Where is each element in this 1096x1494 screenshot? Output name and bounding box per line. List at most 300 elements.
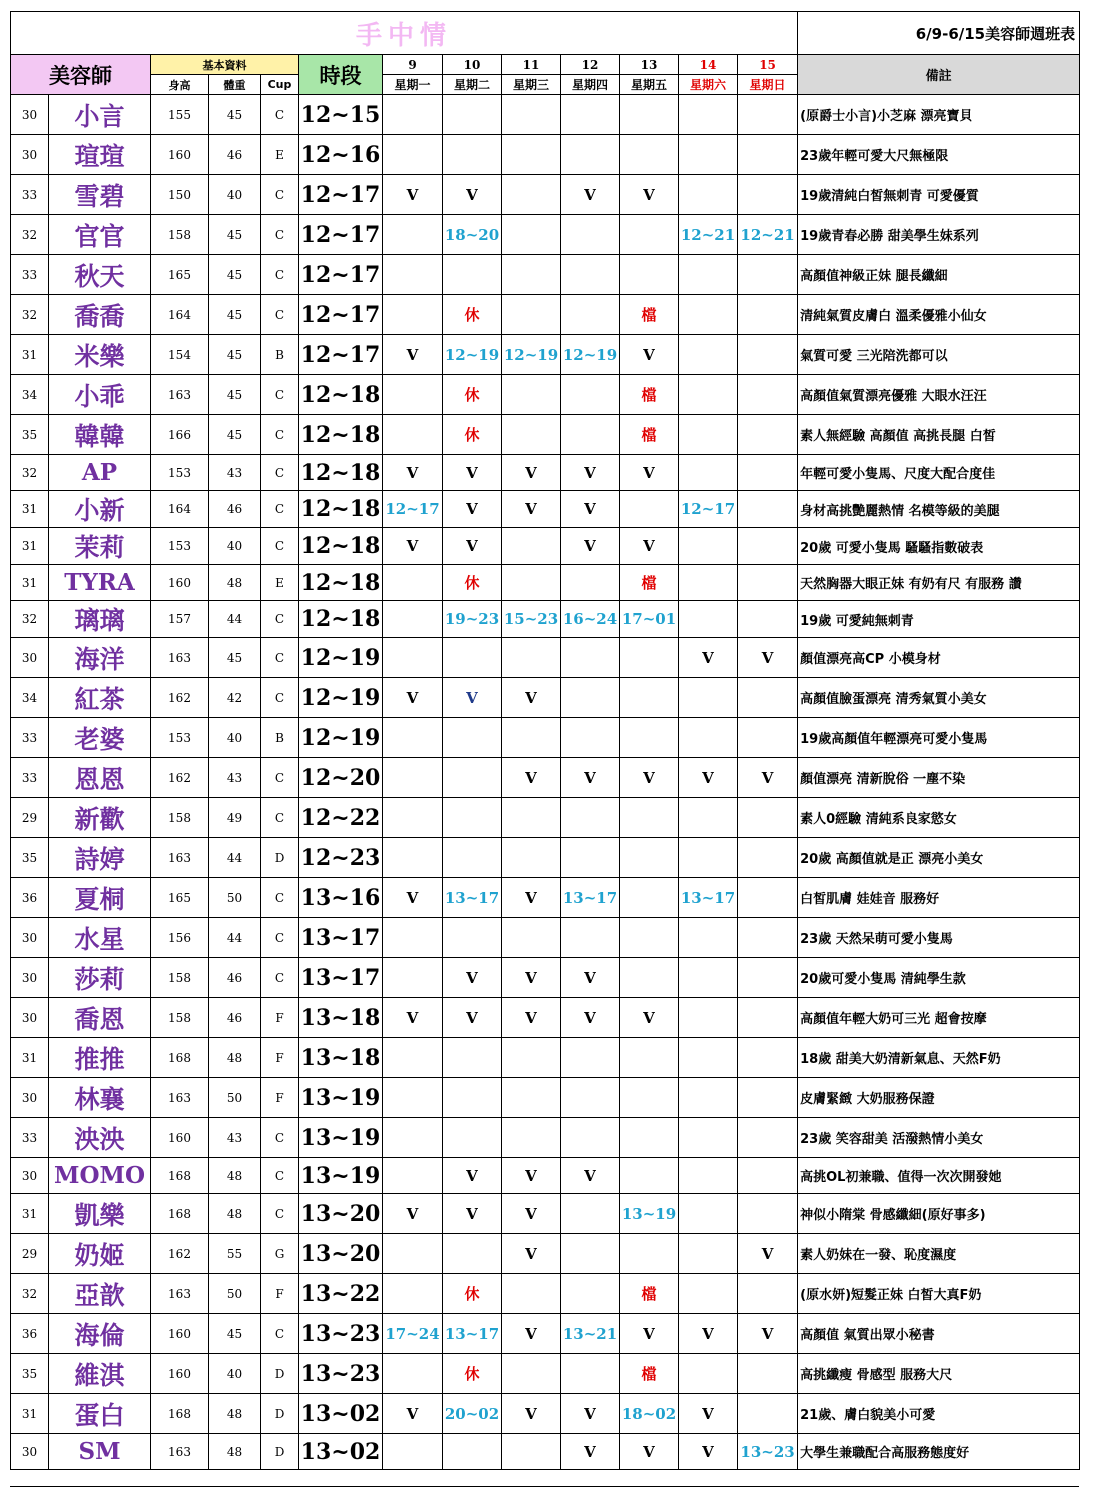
- weight-cell: 46: [209, 958, 261, 998]
- table-row: [11, 1354, 1080, 1394]
- day-cell: [679, 958, 738, 998]
- day-cell: 13~17: [679, 878, 738, 918]
- day-cell: [502, 1038, 561, 1078]
- day-cell: [383, 1274, 443, 1314]
- height-cell: 164: [151, 491, 209, 528]
- weekday-header: 星期五: [620, 75, 679, 95]
- age-cell: 33: [11, 255, 49, 295]
- beautician-name: 瑄瑄: [49, 135, 151, 175]
- weight-cell: 40: [209, 1354, 261, 1394]
- day-cell: V: [561, 175, 620, 215]
- weight-cell: 46: [209, 135, 261, 175]
- time-slot: 12~17: [299, 215, 383, 255]
- table-row: [11, 878, 1080, 918]
- day-cell: 19~23: [443, 601, 502, 638]
- weight-cell: 44: [209, 918, 261, 958]
- cup-cell: C: [261, 415, 299, 455]
- age-cell: 35: [11, 838, 49, 878]
- day-cell: [502, 95, 561, 135]
- time-slot: 12~15: [299, 95, 383, 135]
- day-cell: [502, 798, 561, 838]
- day-cell: V: [383, 1394, 443, 1434]
- day-cell: [738, 1078, 798, 1118]
- date-header: 9: [383, 55, 443, 75]
- day-cell: [443, 638, 502, 678]
- day-cell: [383, 1354, 443, 1394]
- age-cell: 34: [11, 678, 49, 718]
- age-cell: 30: [11, 135, 49, 175]
- day-cell: [502, 718, 561, 758]
- age-cell: 30: [11, 1158, 49, 1194]
- day-cell: [383, 215, 443, 255]
- time-slot: 13~19: [299, 1078, 383, 1118]
- day-cell: 12~17: [679, 491, 738, 528]
- note-cell: 19歲清純白皙無刺青 可愛優質: [798, 175, 1080, 215]
- height-cell: 163: [151, 838, 209, 878]
- time-slot: 13~02: [299, 1434, 383, 1470]
- day-cell: [738, 1038, 798, 1078]
- day-cell: [383, 295, 443, 335]
- note-cell: 高顏值神級正妹 腿長纖細: [798, 255, 1080, 295]
- height-cell: 160: [151, 135, 209, 175]
- age-cell: 31: [11, 528, 49, 565]
- beautician-name: AP: [49, 455, 151, 491]
- table-row: [11, 455, 1080, 491]
- day-cell: [561, 1234, 620, 1274]
- day-cell: 休: [443, 565, 502, 601]
- beautician-name: 小乖: [49, 375, 151, 415]
- height-cell: 155: [151, 95, 209, 135]
- weight-cell: 40: [209, 528, 261, 565]
- time-slot: 12~19: [299, 718, 383, 758]
- date-header: 13: [620, 55, 679, 75]
- day-cell: [383, 718, 443, 758]
- day-cell: V: [502, 1314, 561, 1354]
- time-slot: 12~16: [299, 135, 383, 175]
- height-cell: 168: [151, 1038, 209, 1078]
- note-cell: 大學生兼職配合高服務態度好: [798, 1434, 1080, 1470]
- day-cell: V: [561, 998, 620, 1038]
- day-cell: V: [620, 758, 679, 798]
- day-cell: [443, 1038, 502, 1078]
- age-cell: 33: [11, 758, 49, 798]
- day-cell: 17~24: [383, 1314, 443, 1354]
- note-cell: 高挑纖瘦 骨感型 服務大尺: [798, 1354, 1080, 1394]
- height-cell: 158: [151, 958, 209, 998]
- table-row: [11, 528, 1080, 565]
- day-cell: [679, 1354, 738, 1394]
- table-row: [11, 838, 1080, 878]
- day-cell: [679, 1118, 738, 1158]
- day-cell: [502, 215, 561, 255]
- day-cell: [561, 295, 620, 335]
- day-cell: [561, 718, 620, 758]
- day-cell: 15~23: [502, 601, 561, 638]
- table-row: [11, 95, 1080, 135]
- day-cell: 12~19: [502, 335, 561, 375]
- day-cell: 17~01: [620, 601, 679, 638]
- day-cell: [620, 798, 679, 838]
- note-cell: 19歲 可愛純無刺青: [798, 601, 1080, 638]
- table-row: [11, 758, 1080, 798]
- beautician-name: 恩恩: [49, 758, 151, 798]
- day-cell: [679, 1038, 738, 1078]
- table-row: [11, 415, 1080, 455]
- time-slot: 12~18: [299, 491, 383, 528]
- note-cell: 高顏值氣質漂亮優雅 大眼水汪汪: [798, 375, 1080, 415]
- day-cell: 12~21: [738, 215, 798, 255]
- day-cell: [679, 135, 738, 175]
- day-cell: V: [443, 528, 502, 565]
- time-slot: 13~17: [299, 958, 383, 998]
- day-cell: [679, 1158, 738, 1194]
- time-slot: 12~18: [299, 415, 383, 455]
- note-cell: 顏值漂亮高CP 小模身材: [798, 638, 1080, 678]
- day-cell: [502, 135, 561, 175]
- day-cell: [502, 175, 561, 215]
- day-cell: V: [738, 758, 798, 798]
- day-cell: [738, 718, 798, 758]
- day-cell: V: [502, 878, 561, 918]
- age-cell: 32: [11, 455, 49, 491]
- weight-cell: 40: [209, 718, 261, 758]
- table-row: [11, 998, 1080, 1038]
- cup-cell: C: [261, 798, 299, 838]
- weight-cell: 50: [209, 878, 261, 918]
- cup-cell: F: [261, 998, 299, 1038]
- day-cell: [383, 638, 443, 678]
- day-cell: [738, 1118, 798, 1158]
- time-slot: 12~20: [299, 758, 383, 798]
- time-slot: 13~23: [299, 1314, 383, 1354]
- note-cell: 身材高挑艷麗熱情 名模等級的美腿: [798, 491, 1080, 528]
- time-slot: 12~18: [299, 375, 383, 415]
- beautician-header: 美容師: [11, 55, 151, 95]
- day-cell: [502, 415, 561, 455]
- day-cell: [502, 1078, 561, 1118]
- age-cell: 33: [11, 1118, 49, 1158]
- day-cell: 12~21: [679, 215, 738, 255]
- day-cell: [561, 798, 620, 838]
- basic-info-header: 基本資料: [151, 55, 299, 75]
- table-row: [11, 798, 1080, 838]
- date-header: 10: [443, 55, 502, 75]
- day-cell: 12~19: [443, 335, 502, 375]
- beautician-name: 亞歆: [49, 1274, 151, 1314]
- day-cell: V: [620, 175, 679, 215]
- age-cell: 36: [11, 878, 49, 918]
- beautician-name: 官官: [49, 215, 151, 255]
- weight-cell: 48: [209, 1158, 261, 1194]
- day-cell: 檔: [620, 565, 679, 601]
- height-cell: 165: [151, 878, 209, 918]
- beautician-name: 老婆: [49, 718, 151, 758]
- weight-cell: 45: [209, 415, 261, 455]
- day-cell: [679, 375, 738, 415]
- day-cell: [679, 295, 738, 335]
- table-row: [11, 175, 1080, 215]
- day-cell: [738, 601, 798, 638]
- day-cell: [738, 565, 798, 601]
- beautician-name: 海倫: [49, 1314, 151, 1354]
- day-cell: [383, 415, 443, 455]
- day-cell: V: [738, 1314, 798, 1354]
- day-cell: [443, 798, 502, 838]
- day-cell: [383, 758, 443, 798]
- day-cell: [443, 1234, 502, 1274]
- day-cell: [679, 918, 738, 958]
- beautician-name: 海洋: [49, 638, 151, 678]
- table-row: [11, 1314, 1080, 1354]
- day-cell: [620, 215, 679, 255]
- day-cell: [443, 1434, 502, 1470]
- day-cell: [443, 1118, 502, 1158]
- note-cell: (原爵士小言)小芝麻 漂亮寶貝: [798, 95, 1080, 135]
- day-cell: 16~24: [561, 601, 620, 638]
- day-cell: [383, 1078, 443, 1118]
- day-cell: [620, 918, 679, 958]
- age-cell: 29: [11, 798, 49, 838]
- day-cell: V: [383, 998, 443, 1038]
- note-cell: 高顏值臉蛋漂亮 清秀氣質小美女: [798, 678, 1080, 718]
- day-cell: [561, 1118, 620, 1158]
- note-cell: 清純氣質皮膚白 溫柔優雅小仙女: [798, 295, 1080, 335]
- day-cell: V: [679, 1434, 738, 1470]
- weekday-header: 星期三: [502, 75, 561, 95]
- day-cell: 12~17: [383, 491, 443, 528]
- day-cell: [502, 1434, 561, 1470]
- time-slot: 12~17: [299, 255, 383, 295]
- day-cell: [620, 1118, 679, 1158]
- cup-cell: C: [261, 375, 299, 415]
- weight-cell: 49: [209, 798, 261, 838]
- cup-cell: C: [261, 295, 299, 335]
- day-cell: [561, 565, 620, 601]
- table-row: [11, 1234, 1080, 1274]
- day-cell: [738, 998, 798, 1038]
- day-cell: [679, 601, 738, 638]
- height-cell: 168: [151, 1394, 209, 1434]
- beautician-name: 蛋白: [49, 1394, 151, 1434]
- note-cell: 20歲 高顏值就是正 漂亮小美女: [798, 838, 1080, 878]
- weight-cell: 45: [209, 295, 261, 335]
- day-cell: [383, 565, 443, 601]
- height-cell: 153: [151, 455, 209, 491]
- day-cell: 12~19: [561, 335, 620, 375]
- day-cell: [383, 1038, 443, 1078]
- cup-cell: C: [261, 175, 299, 215]
- time-slot: 13~18: [299, 998, 383, 1038]
- weight-cell: 45: [209, 638, 261, 678]
- day-cell: [738, 335, 798, 375]
- day-cell: [383, 958, 443, 998]
- day-cell: 20~02: [443, 1394, 502, 1434]
- day-cell: [679, 798, 738, 838]
- day-cell: [679, 1234, 738, 1274]
- time-slot: 13~20: [299, 1194, 383, 1234]
- table-row: [11, 491, 1080, 528]
- height-cell: 162: [151, 1234, 209, 1274]
- day-cell: [738, 375, 798, 415]
- cup-cell: D: [261, 838, 299, 878]
- day-cell: [679, 1194, 738, 1234]
- day-cell: [679, 998, 738, 1038]
- day-cell: [679, 678, 738, 718]
- beautician-name: 紅茶: [49, 678, 151, 718]
- day-cell: [679, 455, 738, 491]
- table-row: [11, 335, 1080, 375]
- day-cell: [561, 1038, 620, 1078]
- height-cell: 162: [151, 678, 209, 718]
- height-cell: 158: [151, 215, 209, 255]
- day-cell: [502, 295, 561, 335]
- age-cell: 35: [11, 415, 49, 455]
- day-cell: V: [383, 175, 443, 215]
- day-cell: V: [502, 998, 561, 1038]
- day-cell: [620, 1234, 679, 1274]
- time-slot: 12~19: [299, 638, 383, 678]
- age-cell: 32: [11, 295, 49, 335]
- day-cell: V: [502, 758, 561, 798]
- day-cell: V: [502, 1394, 561, 1434]
- day-cell: [561, 638, 620, 678]
- day-cell: [620, 718, 679, 758]
- day-cell: 13~17: [561, 878, 620, 918]
- day-cell: [561, 678, 620, 718]
- day-cell: [620, 838, 679, 878]
- day-cell: [502, 638, 561, 678]
- cup-cell: C: [261, 455, 299, 491]
- weight-cell: 45: [209, 255, 261, 295]
- time-slot: 13~16: [299, 878, 383, 918]
- day-cell: [679, 175, 738, 215]
- day-cell: [383, 375, 443, 415]
- weight-cell: 43: [209, 758, 261, 798]
- height-cell: 163: [151, 375, 209, 415]
- day-cell: [561, 918, 620, 958]
- age-cell: 33: [11, 718, 49, 758]
- note-cell: 皮膚緊緻 大奶服務保證: [798, 1078, 1080, 1118]
- cup-cell: D: [261, 1394, 299, 1434]
- day-cell: V: [738, 638, 798, 678]
- time-slot: 13~22: [299, 1274, 383, 1314]
- day-cell: V: [443, 958, 502, 998]
- day-cell: 檔: [620, 415, 679, 455]
- day-cell: [383, 1118, 443, 1158]
- time-slot: 12~18: [299, 455, 383, 491]
- beautician-name: 凱樂: [49, 1194, 151, 1234]
- day-cell: [738, 798, 798, 838]
- table-row: [11, 1038, 1080, 1078]
- weekday-header: 星期六: [679, 75, 738, 95]
- day-cell: V: [383, 678, 443, 718]
- time-slot: 12~18: [299, 528, 383, 565]
- time-slot: 13~18: [299, 1038, 383, 1078]
- day-cell: [502, 375, 561, 415]
- height-cell: 158: [151, 798, 209, 838]
- day-cell: [561, 838, 620, 878]
- day-cell: [620, 678, 679, 718]
- age-cell: 30: [11, 95, 49, 135]
- day-cell: V: [383, 455, 443, 491]
- day-cell: V: [561, 491, 620, 528]
- beautician-name: 林襄: [49, 1078, 151, 1118]
- cup-cell: C: [261, 758, 299, 798]
- table-row: [11, 1078, 1080, 1118]
- note-cell: 年輕可愛小隻馬、尺度大配合度佳: [798, 455, 1080, 491]
- cup-cell: C: [261, 1118, 299, 1158]
- beautician-name: 喬恩: [49, 998, 151, 1038]
- age-cell: 31: [11, 335, 49, 375]
- day-cell: 13~17: [443, 878, 502, 918]
- day-cell: V: [620, 1314, 679, 1354]
- weight-cell: 40: [209, 175, 261, 215]
- day-cell: 休: [443, 295, 502, 335]
- age-cell: 31: [11, 1194, 49, 1234]
- cup-cell: G: [261, 1234, 299, 1274]
- cup-cell: E: [261, 135, 299, 175]
- table-row: [11, 1394, 1080, 1434]
- cup-cell: C: [261, 638, 299, 678]
- height-cell: 154: [151, 335, 209, 375]
- time-header: 時段: [299, 55, 383, 95]
- day-cell: [679, 255, 738, 295]
- day-cell: [561, 135, 620, 175]
- day-cell: V: [443, 998, 502, 1038]
- age-cell: 32: [11, 1274, 49, 1314]
- day-cell: [738, 1274, 798, 1314]
- day-cell: [620, 135, 679, 175]
- day-cell: [679, 95, 738, 135]
- height-cell: 160: [151, 565, 209, 601]
- note-cell: 19歲青春必勝 甜美學生妹系列: [798, 215, 1080, 255]
- day-cell: [738, 838, 798, 878]
- weekday-header: 星期一: [383, 75, 443, 95]
- day-cell: [383, 798, 443, 838]
- table-row: [11, 601, 1080, 638]
- note-cell: 23歲 天然呆萌可愛小隻馬: [798, 918, 1080, 958]
- cup-cell: F: [261, 1038, 299, 1078]
- day-cell: V: [502, 455, 561, 491]
- day-cell: V: [561, 1394, 620, 1434]
- day-cell: 18~20: [443, 215, 502, 255]
- note-cell: 21歲、膚白貌美小可愛: [798, 1394, 1080, 1434]
- day-cell: 13~19: [620, 1194, 679, 1234]
- cup-cell: C: [261, 528, 299, 565]
- day-cell: [679, 1078, 738, 1118]
- day-cell: [738, 1354, 798, 1394]
- age-cell: 30: [11, 1434, 49, 1470]
- height-cell: 163: [151, 1078, 209, 1118]
- age-cell: 31: [11, 565, 49, 601]
- age-cell: 30: [11, 958, 49, 998]
- cup-cell: F: [261, 1274, 299, 1314]
- day-cell: V: [679, 1314, 738, 1354]
- height-cell: 156: [151, 918, 209, 958]
- height-cell: 164: [151, 295, 209, 335]
- time-slot: 12~23: [299, 838, 383, 878]
- beautician-name: MOMO: [49, 1158, 151, 1194]
- table-row: [11, 958, 1080, 998]
- day-cell: [561, 415, 620, 455]
- day-cell: [383, 1158, 443, 1194]
- day-cell: [738, 918, 798, 958]
- weight-cell: 48: [209, 1194, 261, 1234]
- shop-title: 手中情: [356, 20, 453, 51]
- day-cell: [679, 838, 738, 878]
- age-cell: 31: [11, 1038, 49, 1078]
- day-cell: [738, 135, 798, 175]
